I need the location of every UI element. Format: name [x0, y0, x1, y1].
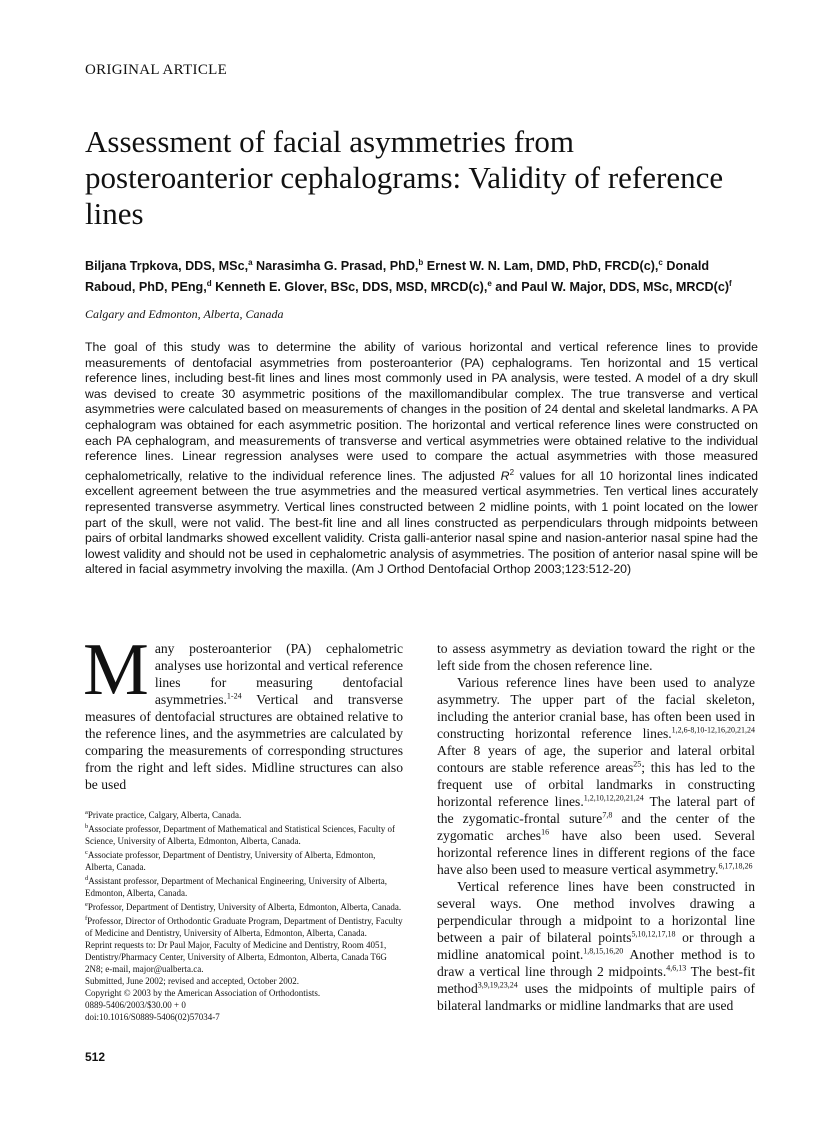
footnote-marker: b: [85, 823, 89, 830]
author-name: Kenneth E. Glover, BSc, DDS, MSD, MRCD(c),: [211, 280, 488, 295]
author-affiliation-marker: c: [658, 258, 663, 267]
footnote-text: Associate professor, Department of Mathematical and Statistical Sciences, Faculty of Science, University of Alberta, Edmonton, Alberta, Canada.: [85, 824, 396, 846]
body-text: uses the midpoints of multiple pairs of bilateral landmarks or midline landmarks that are used: [437, 981, 755, 1013]
footnote-marker: a: [85, 809, 88, 816]
page-number: 512: [85, 1050, 106, 1064]
author-affiliation-marker: a: [248, 258, 253, 267]
footnotes: [85, 807, 403, 1023]
footnote: [85, 939, 403, 975]
author-name: Biljana Trpkova, DDS, MSc,: [85, 259, 249, 274]
footnote-text: 0889-5406/2003/$30.00 + 0: [85, 1000, 186, 1010]
body-text: or through a midline anatomical point.: [437, 930, 755, 962]
section-label: ORIGINAL ARTICLE: [85, 62, 228, 78]
article-title: Assessment of facial asymmetries from posteroanterior cephalograms: Validity of reference lines: [85, 124, 724, 231]
footnote-text: Associate professor, Department of Dentistry, University of Alberta, Edmonton, Alberta, Canada.: [85, 850, 376, 872]
drop-cap: M: [83, 629, 149, 711]
citation: 16: [541, 827, 550, 837]
right-column: [437, 640, 755, 1014]
footnote: [85, 899, 403, 913]
intro-text-a: any posteroanterior (PA) cephalometric analyses use horizontal and vertical reference lines for measuring dentofacial asymmetries.: [154, 641, 403, 707]
body-text: Another method is to draw a vertical line through 2 midpoints.: [437, 947, 755, 979]
citation: 1-24: [226, 691, 242, 701]
paragraph-vertical-lines: [437, 878, 755, 1014]
footnote: [85, 913, 403, 939]
citation: 6,17,18,26: [718, 861, 753, 871]
author-name: Ernest W. N. Lam, DMD, PhD, FRCD(c),: [423, 259, 659, 274]
author-affiliation-marker: b: [418, 258, 424, 267]
footnote-text: Professor, Director of Orthodontic Graduate Program, Department of Dentistry, Faculty of Medicine and Dentistry, University of Alberta, Edmonton, Alberta, Canada.: [85, 916, 403, 938]
author-affiliation-marker: d: [206, 279, 212, 289]
footnote-text: doi:10.1016/S0889-5406(02)57034-7: [85, 1012, 220, 1022]
body-text: Vertical reference lines have been constructed in several ways. One method involves drawing a perpendicular through a midpoint to a horizontal line between a pair of bilateral points: [437, 879, 755, 945]
body-text: and the center of the zygomatic arches: [437, 811, 755, 843]
footnote: [85, 987, 403, 999]
intro-paragraph-continued: to assess asymmetry as deviation toward the right or the left side from the chosen reference line.: [437, 641, 755, 673]
intro-paragraph: [83, 629, 403, 793]
citation: 1,8,15,16,20: [583, 946, 624, 956]
citation: 4,6,13: [666, 963, 687, 973]
footnote-marker: c: [85, 849, 88, 856]
citation: 5,10,12,17,18: [631, 929, 676, 939]
footnote: [85, 1011, 403, 1023]
footnote: [85, 847, 403, 873]
body-text: Various reference lines have been used to analyze asymmetry. The upper part of the facial skeleton, including the anterior cranial base, has often been used in constructing horizontal reference lines.: [437, 675, 755, 741]
body-text: ; this has led to the frequent use of orbital landmarks in constructing horizontal reference lines.: [437, 760, 755, 809]
footnote: [85, 807, 403, 821]
footnote: [85, 873, 403, 899]
r-squared-exponent: 2: [509, 467, 515, 477]
body-text: The best-fit method: [437, 964, 755, 996]
intro-text-b: Vertical and transverse measures of dentofacial structures are obtained relative to the reference lines, and the asymmetries are calculated by comparing the measurements of corresponding structures from the right and left sides. Midline structures can also be used: [85, 692, 403, 792]
footnote-marker: e: [85, 901, 88, 908]
footnote-text: Copyright © 2003 by the American Association of Orthodontists.: [85, 988, 321, 998]
footnote-text: Professor, Department of Dentistry, University of Alberta, Edmonton, Alberta, Canada.: [87, 902, 402, 912]
author-affiliation-marker: f: [729, 279, 732, 289]
footnote: [85, 821, 403, 847]
citation: 25: [633, 759, 642, 769]
body-text: The lateral part of the zygomatic-frontal suture: [437, 794, 755, 826]
footnote: [85, 975, 403, 987]
body-text: have also been used. Several horizontal reference lines in different regions of the face have also been used to measure vertical asymmetry.: [437, 828, 755, 877]
footnote: [85, 999, 403, 1011]
author-name: Donald Raboud, PhD, PEng,: [85, 259, 710, 295]
abstract-part-2: values for all 10 horizontal lines indicated excellent agreement between the true asymmetries and the measured vertical asymmetries. Ten vertical lines accurately represented transverse asymmetry. Vertical lines constructed between 2 midline points, with 1 point located on the lower part of the skull, were not valid. The best-fit line and all lines constructed as perpendiculars through midpoints between pairs of orbital landmarks showed excellent validity. Crista galli-anterior nasal spine and nasion-anterior nasal spine had the lowest validity and should not be used in cephalometric analysis of asymmetries. The position of anterior nasal spine will be altered in facial asymmetry involving the maxilla. (Am J Orthod Dentofacial Orthop 2003;123:512-20): [85, 468, 758, 577]
author-name: Narasimha G. Prasad, PhD,: [252, 259, 419, 274]
citation: 1,2,6-8,10-12,16,20,21,24: [671, 725, 755, 735]
footnote-text: Assistant professor, Department of Mechanical Engineering, University of Alberta, Edmonton, Alberta, Canada.: [85, 876, 388, 898]
citation: 7,8: [602, 810, 613, 820]
body-text: After 8 years of age, the superior and lateral orbital contours are stable reference areas: [437, 743, 755, 775]
left-column: [83, 629, 403, 1023]
footnote-text: Reprint requests to: Dr Paul Major, Faculty of Medicine and Dentistry, Room 4051, Dentistry/Pharmacy Center, University of Alberta, Edmonton, Alberta, Canada T6G 2N8; e-mail, major@ualberta.ca.: [85, 940, 387, 974]
author-location: Calgary and Edmonton, Alberta, Canada: [85, 307, 284, 321]
author-affiliation-marker: e: [487, 279, 492, 289]
footnote-text: Submitted, June 2002; revised and accepted, October 2002.: [85, 976, 299, 986]
footnote-marker: f: [85, 915, 88, 922]
author-list: [85, 254, 757, 296]
citation: 1,2,10,12,20,21,24: [583, 793, 644, 803]
footnote-marker: d: [85, 875, 89, 882]
paragraph-horizontal-lines: [437, 674, 755, 878]
abstract: [85, 340, 758, 578]
citation: 3,9,19,23,24: [477, 980, 518, 990]
footnote-text: Private practice, Calgary, Alberta, Canada.: [87, 810, 242, 820]
author-name: and Paul W. Major, DDS, MSc, MRCD(c): [491, 280, 730, 295]
abstract-part-1: The goal of this study was to determine the ability of various horizontal and vertical reference lines to provide measurements of dentofacial asymmetries from posteroanterior (PA) cephalograms. Ten horizontal and 15 vertical reference lines, including best-fit lines and lines most commonly used in PA analysis, were tested. A model of a dry skull was devised to create 30 asymmetric positions of the maxillomandibular complex. The true transverse and vertical asymmetries were calculated based on measurements of changes in the position of 24 dental and skeletal landmarks. A PA cephalogram was obtained for each asymmetric position. The horizontal and vertical reference lines were constructed on each PA cephalogram, and measurements of transverse and vertical asymmetries were obtained relative to the individual reference lines. Linear regression analyses were used to compare the actual asymmetries with those measured cephalometrically, relative to the individual reference lines. The adjusted: [85, 340, 758, 483]
r-squared-symbol: R: [500, 468, 510, 483]
